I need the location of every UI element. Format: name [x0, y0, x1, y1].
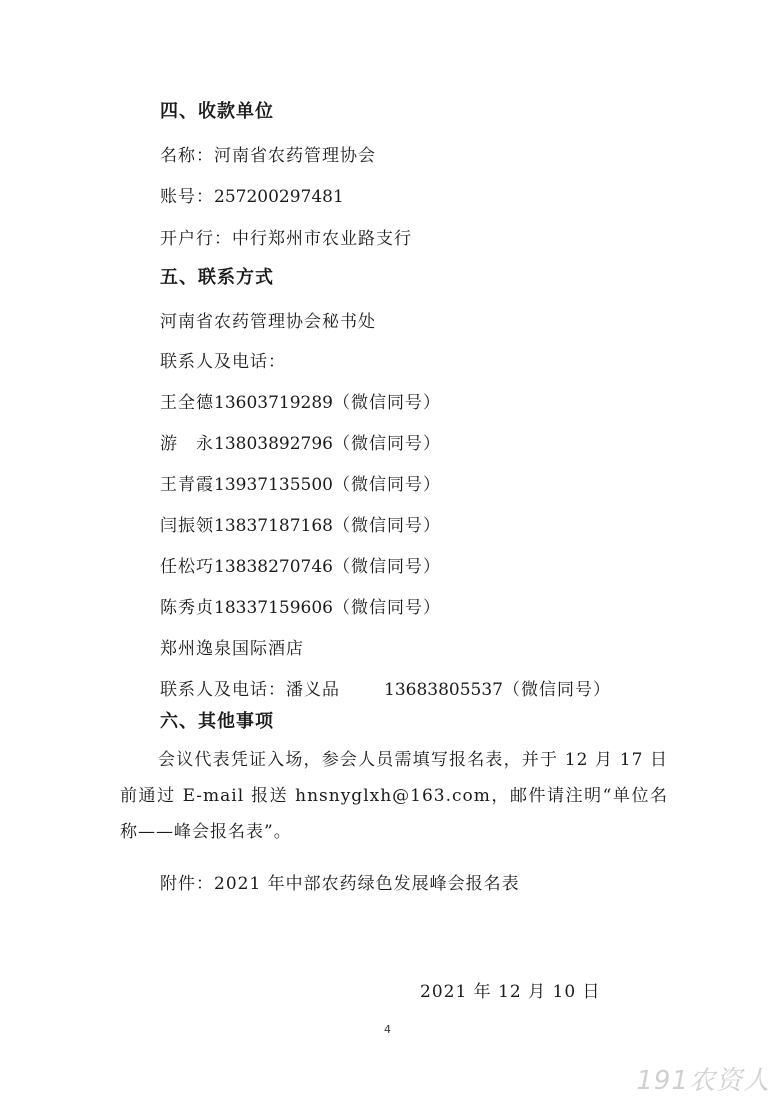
contact-row: [160, 596, 441, 620]
account-number: 257200297481: [214, 187, 344, 207]
contact-phone: 13803892796: [214, 434, 333, 454]
document-date: 2021 年 12 月 10 日: [420, 982, 601, 1002]
hotel-contact-note: （微信同号）: [502, 680, 611, 700]
account-label: 账号：: [160, 187, 214, 207]
watermark-logo: 191农资人: [636, 1066, 770, 1096]
contact-note: （微信同号）: [332, 393, 441, 413]
hotel-contact: [160, 678, 611, 702]
contact-phone: 13837187168: [214, 516, 333, 536]
contact-name: 游 永: [160, 434, 214, 454]
payee-bank: 开户行：中行郑州市农业路支行: [160, 229, 412, 249]
payee-name: 名称：河南省农药管理协会: [160, 146, 376, 166]
contact-note: （微信同号）: [332, 598, 441, 618]
contact-name: 闫振领: [160, 516, 214, 536]
contact-note: （微信同号）: [332, 557, 441, 577]
contact-note: （微信同号）: [332, 475, 441, 495]
contact-org: 河南省农药管理协会秘书处: [160, 312, 376, 332]
contact-phone: 18337159606: [214, 598, 333, 618]
contact-phone: 13937135500: [214, 475, 333, 495]
contact-row: [160, 391, 441, 415]
contact-name: 陈秀贞: [160, 598, 214, 618]
contact-row: [160, 432, 441, 456]
contact-phone: 13838270746: [214, 557, 333, 577]
contact-phone: 13603719289: [214, 393, 333, 413]
hotel-contact-phone: 13683805537: [384, 680, 503, 700]
contact-name: 王全德: [160, 393, 214, 413]
contact-name: 王青霞: [160, 475, 214, 495]
payee-account: [160, 185, 344, 209]
contact-row: [160, 555, 441, 579]
contact-note: （微信同号）: [332, 434, 441, 454]
contact-note: （微信同号）: [332, 516, 441, 536]
hotel-name: 郑州逸泉国际酒店: [160, 639, 304, 659]
section5-heading: 五、联系方式: [160, 267, 274, 288]
contact-label: 联系人及电话：: [160, 352, 286, 372]
attachment-note: 附件：2021 年中部农药绿色发展峰会报名表: [160, 874, 520, 894]
hotel-contact-label: 联系人及电话：潘义品: [160, 680, 340, 700]
page-number: 4: [384, 1023, 391, 1036]
contact-name: 任松巧: [160, 557, 214, 577]
contact-row: [160, 473, 441, 497]
section6-heading: 六、其他事项: [160, 711, 274, 732]
section4-heading: 四、收款单位: [160, 101, 274, 122]
other-matters-paragraph: 会议代表凭证入场，参会人员需填写报名表，并于 12 月 17 日前通过 E-mail 报送 hnsnyglxh@163.com，邮件请注明“单位名称——峰会报名表”。: [120, 750, 668, 842]
contact-row: [160, 514, 441, 538]
